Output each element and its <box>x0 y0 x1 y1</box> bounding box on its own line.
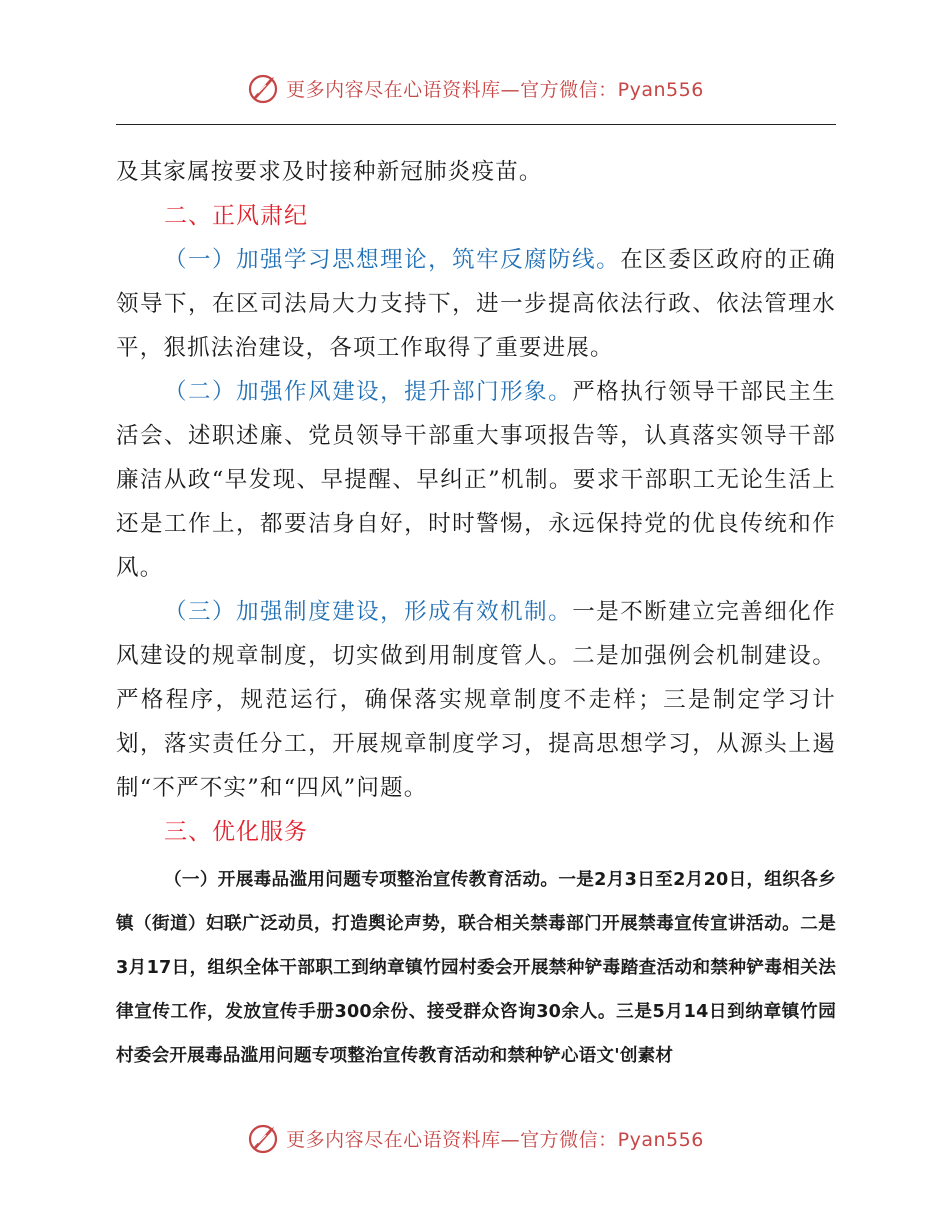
paragraph-1 <box>116 238 836 370</box>
subheading-3: （三）加强制度建设，形成有效机制。 <box>164 599 573 625</box>
footer-watermark <box>0 1118 950 1158</box>
quill-pen-icon <box>246 71 280 105</box>
paragraph-3-text: 一是不断建立完善细化作风建设的规章制度，切实做到用制度管人。二是加强例会机制建设。严格程序，规范运行，确保落实规章制度不走样；三是制定学习计划，落实责任分工，开展规章制度学习，提高思想学习，从源头上遏制“不严不实”和“四风”问题。 <box>116 599 836 801</box>
footer-brand-text: 更多内容尽在心语资料库—官方微信：Pyan556 <box>286 1128 704 1151</box>
header-divider <box>116 124 836 125</box>
paragraph-continuation: 及其家属按要求及时接种新冠肺炎疫苗。 <box>116 159 543 185</box>
paragraph-2-text: 严格执行领导干部民主生活会、述职述廉、党员领导干部重大事项报告等，认真落实领导干部廉洁从政“早发现、早提醒、早纠正”机制。要求干部职工无论生活上还是工作上，都要洁身自好，时时警惕，永远保持党的优良传统和作风。 <box>116 379 836 581</box>
header-watermark <box>0 68 950 108</box>
paragraph-4: （一）开展毒品滥用问题专项整治宣传教育活动。一是2月3日至2月20日，组织各乡镇（街道）妇联广泛动员，打造舆论声势，联合相关禁毒部门开展禁毒宣传宣讲活动。二是3月17日，组织全体干部职工到纳章镇竹园村委会开展禁种铲毒踏查活动和禁种铲毒相关法律宣传工作，发放宣传手册300余份、接受群众咨询30余人。三是5月14日到纳章镇竹园村委会开展毒品滥用问题专项整治宣传教育活动和禁种铲心语文'创素材 <box>116 870 836 1066</box>
subheading-2: （二）加强作风建设，提升部门形象。 <box>164 379 573 405</box>
paragraph-2 <box>116 370 836 590</box>
subheading-1: （一）加强学习思想理论，筑牢反腐防线。 <box>164 247 621 273</box>
quill-pen-icon <box>246 1121 280 1155</box>
section-heading-3: 三、优化服务 <box>164 819 308 845</box>
brand-text: 更多内容尽在心语资料库—官方微信：Pyan556 <box>286 78 704 101</box>
paragraph-3 <box>116 590 836 810</box>
paragraph-1-text: 在区委区政府的正确领导下，在区司法局大力支持下，进一步提高依法行政、依法管理水平，狠抓法治建设，各项工作取得了重要进展。 <box>116 247 836 361</box>
section-heading-2: 二、正风肃纪 <box>164 203 308 229</box>
document-body <box>116 150 836 1078</box>
